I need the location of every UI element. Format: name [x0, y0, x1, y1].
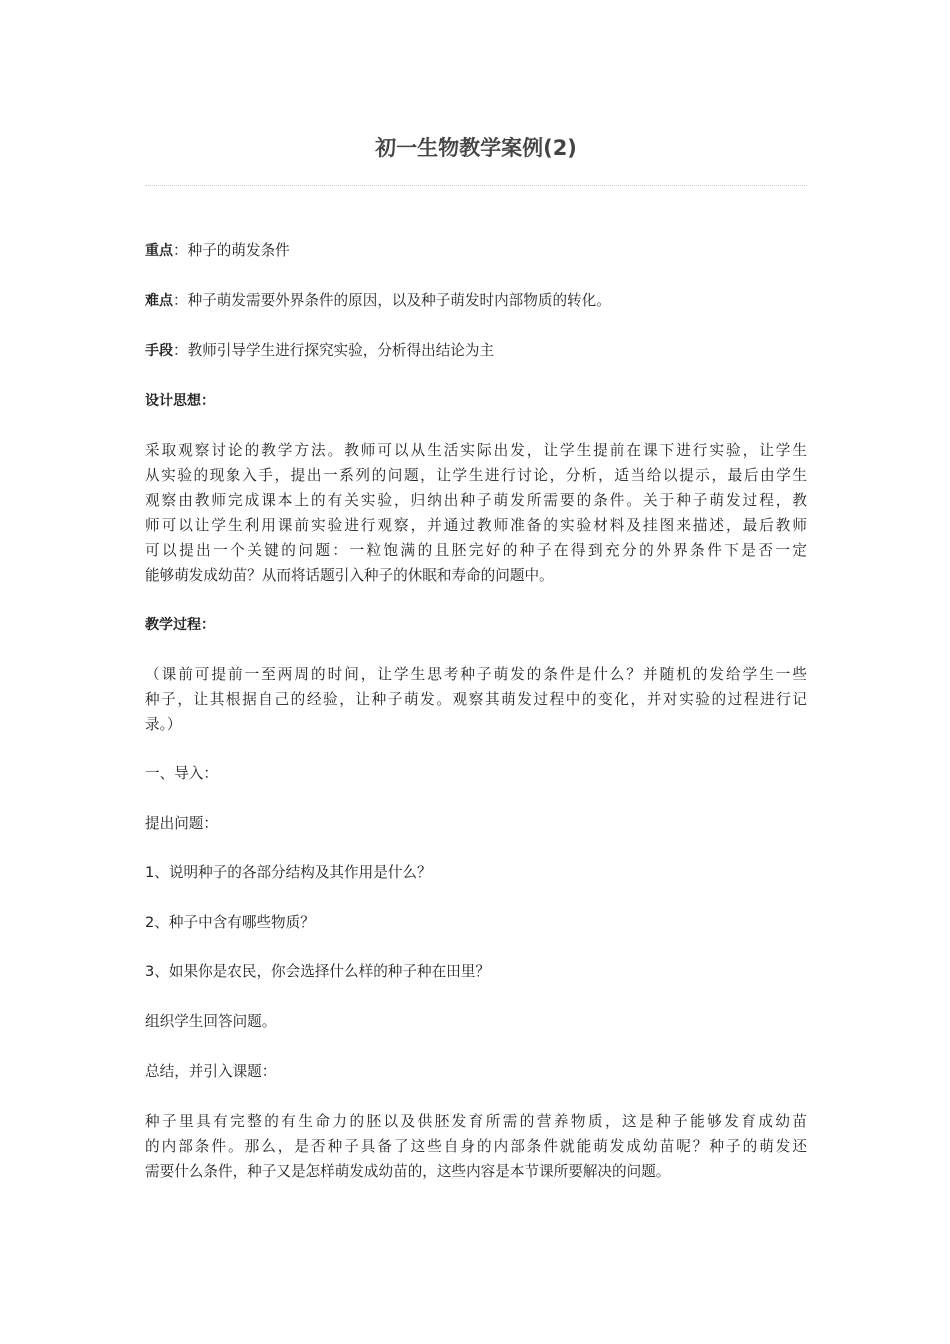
- title-divider: [145, 185, 807, 186]
- key-point-label: 重点: [145, 243, 173, 259]
- method-text: 教师引导学生进行探究实验，分析得出结论为主: [187, 342, 495, 359]
- paragraph-line: （课前可提前一至两周的时间，让学生思考种子萌发的条件是什么？并随机的发给学生一些: [145, 666, 807, 683]
- question-item: [145, 959, 807, 984]
- question-number: 1: [145, 864, 155, 881]
- intro-heading: 一、导入：: [145, 765, 218, 782]
- method-colon: ：: [173, 342, 188, 359]
- paragraph-line: 的内部条件。那么，是否种子具备了这些自身的内部条件就能萌发成幼苗呢？种子的萌发还: [145, 1138, 807, 1155]
- key-point-text: 种子的萌发条件: [187, 242, 290, 259]
- key-point-line: [145, 238, 807, 264]
- page-title: 初一生物教学案例(2): [375, 136, 577, 160]
- paragraph-line: 能够萌发成幼苗？从而将话题引入种子的休眠和寿命的问题中。: [145, 567, 554, 584]
- process-paragraph: [145, 662, 807, 737]
- difficulty-line: [145, 288, 807, 314]
- paragraph-line: 从实验的现象入手，提出一系列的问题，让学生进行讨论，分析，适当给以提示，最后由学生: [145, 467, 807, 484]
- question-number: 3: [145, 963, 155, 980]
- question-item: [145, 860, 807, 885]
- question-text: 、如果你是农民，你会选择什么样的种子种在田里？: [154, 963, 490, 980]
- difficulty-colon: ：: [173, 292, 188, 309]
- design-paragraph: [145, 438, 807, 588]
- paragraph-line: 采取观察讨论的教学方法。教师可以从生活实际出发，让学生提前在课下进行实验，让学生: [145, 442, 807, 459]
- ask-heading: 提出问题：: [145, 815, 218, 832]
- paragraph-line: 种子里具有完整的有生命力的胚以及供胚发育所需的营养物质，这是种子能够发育成幼苗: [145, 1113, 807, 1130]
- paragraph-line: 种子，让其根据自己的经验，让种子萌发。观察其萌发过程中的变化，并对实验的过程进行记: [145, 691, 807, 708]
- process-heading: 教学过程：: [145, 617, 215, 633]
- method-line: [145, 338, 807, 364]
- question-text: 、种子中含有哪些物质？: [154, 914, 315, 931]
- summary-line: 总结，并引入课题：: [145, 1063, 277, 1080]
- design-heading: 设计思想：: [145, 393, 215, 409]
- paragraph-line: 需要什么条件，种子又是怎样萌发成幼苗的，这些内容是本节课所要解决的问题。: [145, 1163, 671, 1180]
- question-item: [145, 910, 807, 935]
- paragraph-line: 可以提出一个关键的问题：一粒饱满的且胚完好的种子在得到充分的外界条件下是否一定: [145, 542, 807, 559]
- paragraph-line: 录。）: [145, 716, 182, 733]
- final-paragraph: [145, 1109, 807, 1184]
- difficulty-label: 难点: [145, 293, 173, 309]
- method-label: 手段: [145, 343, 173, 359]
- paragraph-line: 观察由教师完成课本上的有关实验，归纳出种子萌发所需要的条件。关于种子萌发过程，教: [145, 492, 807, 509]
- difficulty-text: 种子萌发需要外界条件的原因，以及种子萌发时内部物质的转化。: [187, 292, 611, 309]
- organize-line: 组织学生回答问题。: [145, 1013, 277, 1030]
- question-number: 2: [145, 914, 155, 931]
- paragraph-line: 师可以让学生利用课前实验进行观察，并通过教师准备的实验材料及挂图来描述，最后教师: [145, 517, 807, 534]
- question-text: 、说明种子的各部分结构及其作用是什么？: [154, 864, 432, 881]
- key-point-colon: ：: [173, 242, 188, 259]
